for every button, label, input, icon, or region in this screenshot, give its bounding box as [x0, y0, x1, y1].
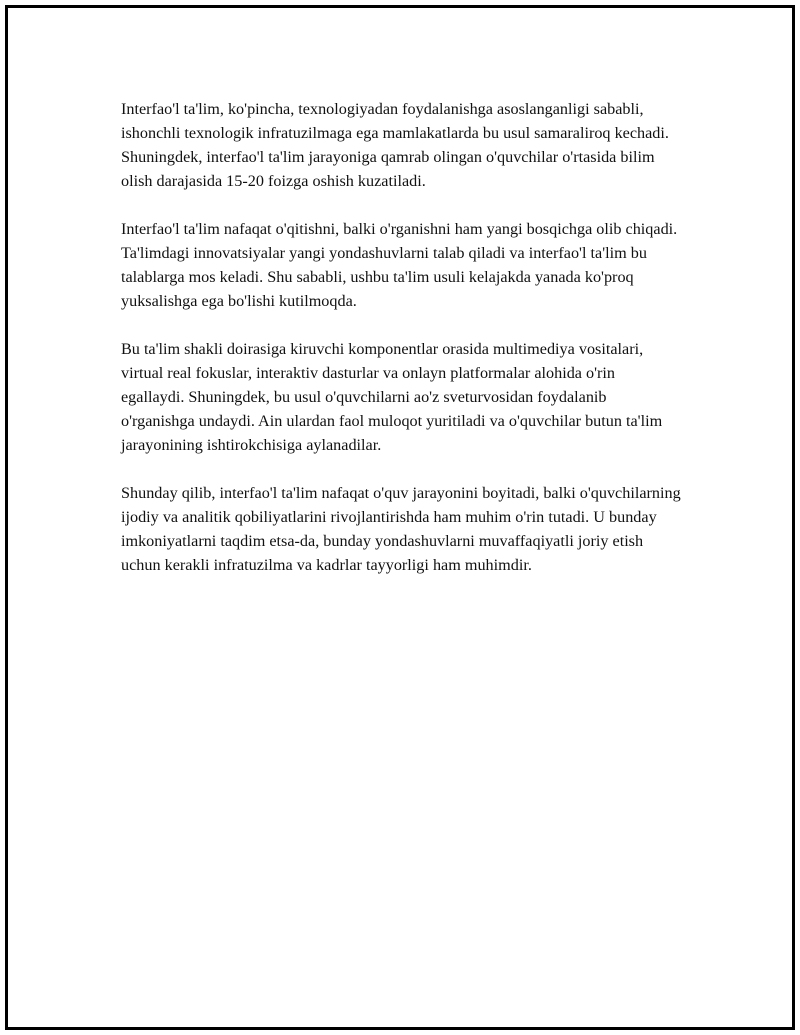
paragraph-3: Bu ta'lim shakli doirasiga kiruvchi komponentlar orasida multimediya vositalari, virtual real fokuslar, interaktiv dasturlar va onlayn platformalar alohida o'rin egallaydi. Shuningdek, bu usul o'quvchilarni ao'z sveturvosidan foydalanib o'rganishga undaydi. Ain ulardan faol muloqot yuritiladi va o'quvchilar butun ta'lim jarayonining ishtirokchisiga aylanadilar.: [121, 340, 663, 454]
paragraph-2: Interfao'l ta'lim nafaqat o'qitishni, balki o'rganishni ham yangi bosqichga olib chiqadi. Ta'limdagi innovatsiyalar yangi yondashuvlarni talab qiladi va interfao'l ta'lim bu talablarga mos keladi. Shu sababli, ushbu ta'lim usuli kelajakda yanada ko'proq yuksalishga ega bo'lishi kutilmoqda.: [121, 220, 678, 310]
document-page: [5, 5, 795, 1030]
paragraph-1: Interfao'l ta'lim, ko'pincha, texnologiyadan foydalanishga asoslanganligi sababli, ishonchli texnologik infratuzilmaga ega mamlakatlarda bu usul samaraliroq kechadi. Shuningdek, interfao'l ta'lim jarayoniga qamrab olingan o'quvchilar o'rtasida bilim olish darajasida 15-20 foizga oshish kuzatiladi.: [121, 100, 669, 190]
document-body: [121, 97, 681, 601]
paragraph-4: Shunday qilib, interfao'l ta'lim nafaqat o'quv jarayonini boyitadi, balki o'quvchilarning ijodiy va analitik qobiliyatlarini rivojlantirishda ham muhim o'rin tutadi. U bunday imkoniyatlarni taqdim etsa-da, bunday yondashuvlarni muvaffaqiyatli joriy etish uchun kerakli infratuzilma va kadrlar tayyorligi ham muhimdir.: [121, 484, 681, 574]
